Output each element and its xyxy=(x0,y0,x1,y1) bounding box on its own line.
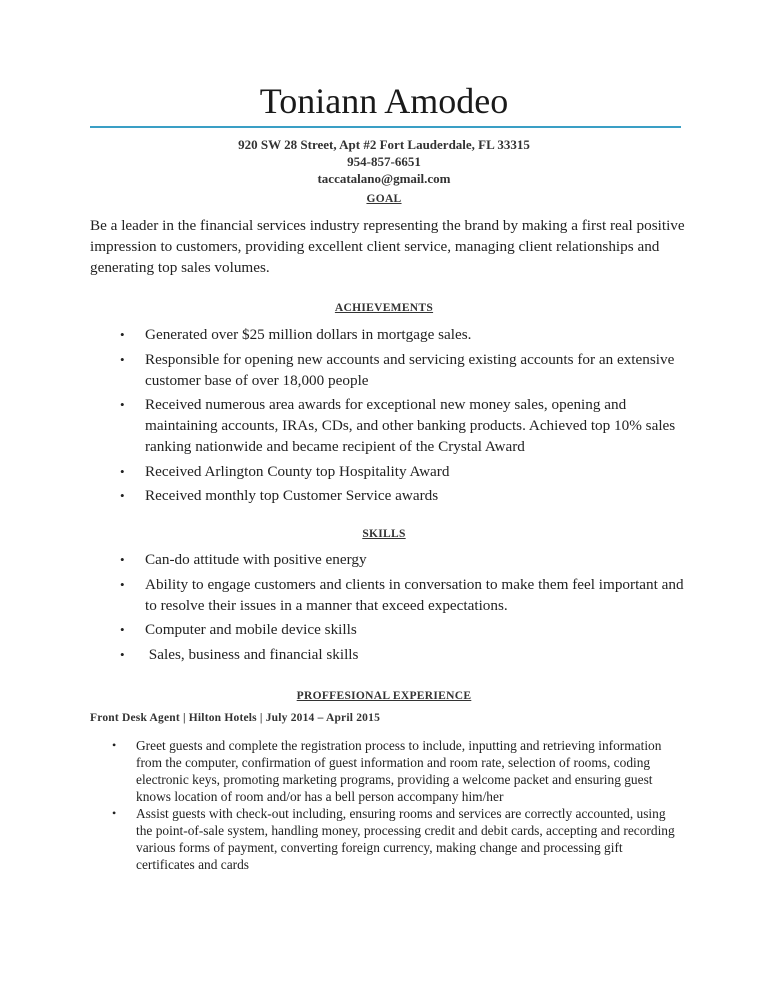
list-item xyxy=(120,349,685,391)
email: taccatalano@gmail.com xyxy=(317,171,451,186)
skill-text: Computer and mobile device skills xyxy=(145,621,357,638)
duty-text: Greet guests and complete the registration process to include, inputting and retrieving information from the computer, confirmation of guest information and room rate, selection of rooms, coding electronic keys, promoting marketing programs, providing a welcome packet and ensuring guest knows location of room and/or has a bell person accompany him/her xyxy=(136,738,662,804)
list-item xyxy=(112,737,681,805)
skills-list xyxy=(120,549,685,668)
bullet-icon: • xyxy=(112,738,117,752)
skills-heading: SKILLS xyxy=(362,528,406,540)
bullet-icon: • xyxy=(120,576,125,592)
address: 920 SW 28 Street, Apt #2 Fort Lauderdale, FL 33315 xyxy=(238,137,530,152)
achievement-text: Received Arlington County top Hospitality Award xyxy=(145,462,450,480)
duty-text: Assist guests with check-out including, ensuring rooms and services are correctly accounted, using the point-of-sale system, handling money, processing credit and debit cards, accepting and recording various forms of payment, converting foreign currency, making change and processing gift certificates and cards xyxy=(136,806,675,872)
list-item xyxy=(120,644,685,665)
achievement-text: Received numerous area awards for exceptional new money sales, opening and maintaining accounts, IRAs, CDs, and other banking products. Achieved top 10% sales ranking nationwide and became recipient of the Crystal Award xyxy=(145,396,676,455)
phone: 954-857-6651 xyxy=(347,154,421,169)
list-item xyxy=(120,549,685,570)
list-item xyxy=(120,485,685,506)
achievement-text: Responsible for opening new accounts and servicing existing accounts for an extensive customer base of over 18,000 people xyxy=(145,350,675,389)
achievements-list xyxy=(120,324,685,510)
bullet-icon: • xyxy=(120,622,125,637)
list-item xyxy=(120,324,685,345)
bullet-icon: • xyxy=(120,463,125,479)
experience-heading: PROFFESIONAL EXPERIENCE xyxy=(296,690,472,702)
job-title: Front Desk Agent | Hilton Hotels | July 2014 – April 2015 xyxy=(90,712,381,724)
list-item xyxy=(120,574,685,616)
experience-list xyxy=(112,737,681,873)
skill-text: Ability to engage customers and clients in conversation to make them feel important and to resolve their issues in a manner that exceed expectations. xyxy=(145,575,684,614)
list-item xyxy=(120,461,685,482)
list-item xyxy=(112,805,681,873)
bullet-icon: • xyxy=(120,327,125,342)
achievement-text: Received monthly top Customer Service awards xyxy=(145,487,439,504)
list-item xyxy=(120,394,685,457)
header-divider xyxy=(90,126,681,128)
bullet-icon: • xyxy=(112,806,117,820)
bullet-icon: • xyxy=(120,552,125,567)
bullet-icon: • xyxy=(120,397,125,412)
skill-text: Can-do attitude with positive energy xyxy=(145,551,367,568)
bullet-icon: • xyxy=(120,646,125,662)
candidate-name: Toniann Amodeo xyxy=(259,81,509,121)
achievements-heading: ACHIEVEMENTS xyxy=(334,302,434,314)
skill-text: Sales, business and financial skills xyxy=(145,645,359,663)
list-item xyxy=(120,619,685,640)
goal-heading: GOAL xyxy=(366,193,402,205)
achievement-text: Generated over $25 million dollars in mortgage sales. xyxy=(145,326,472,343)
bullet-icon: • xyxy=(120,488,125,503)
goal-text: Be a leader in the financial services industry representing the brand by making a first real positive impression to customers, providing excellent client service, managing client relationships and generating top sales volumes. xyxy=(90,217,685,276)
bullet-icon: • xyxy=(120,351,125,367)
